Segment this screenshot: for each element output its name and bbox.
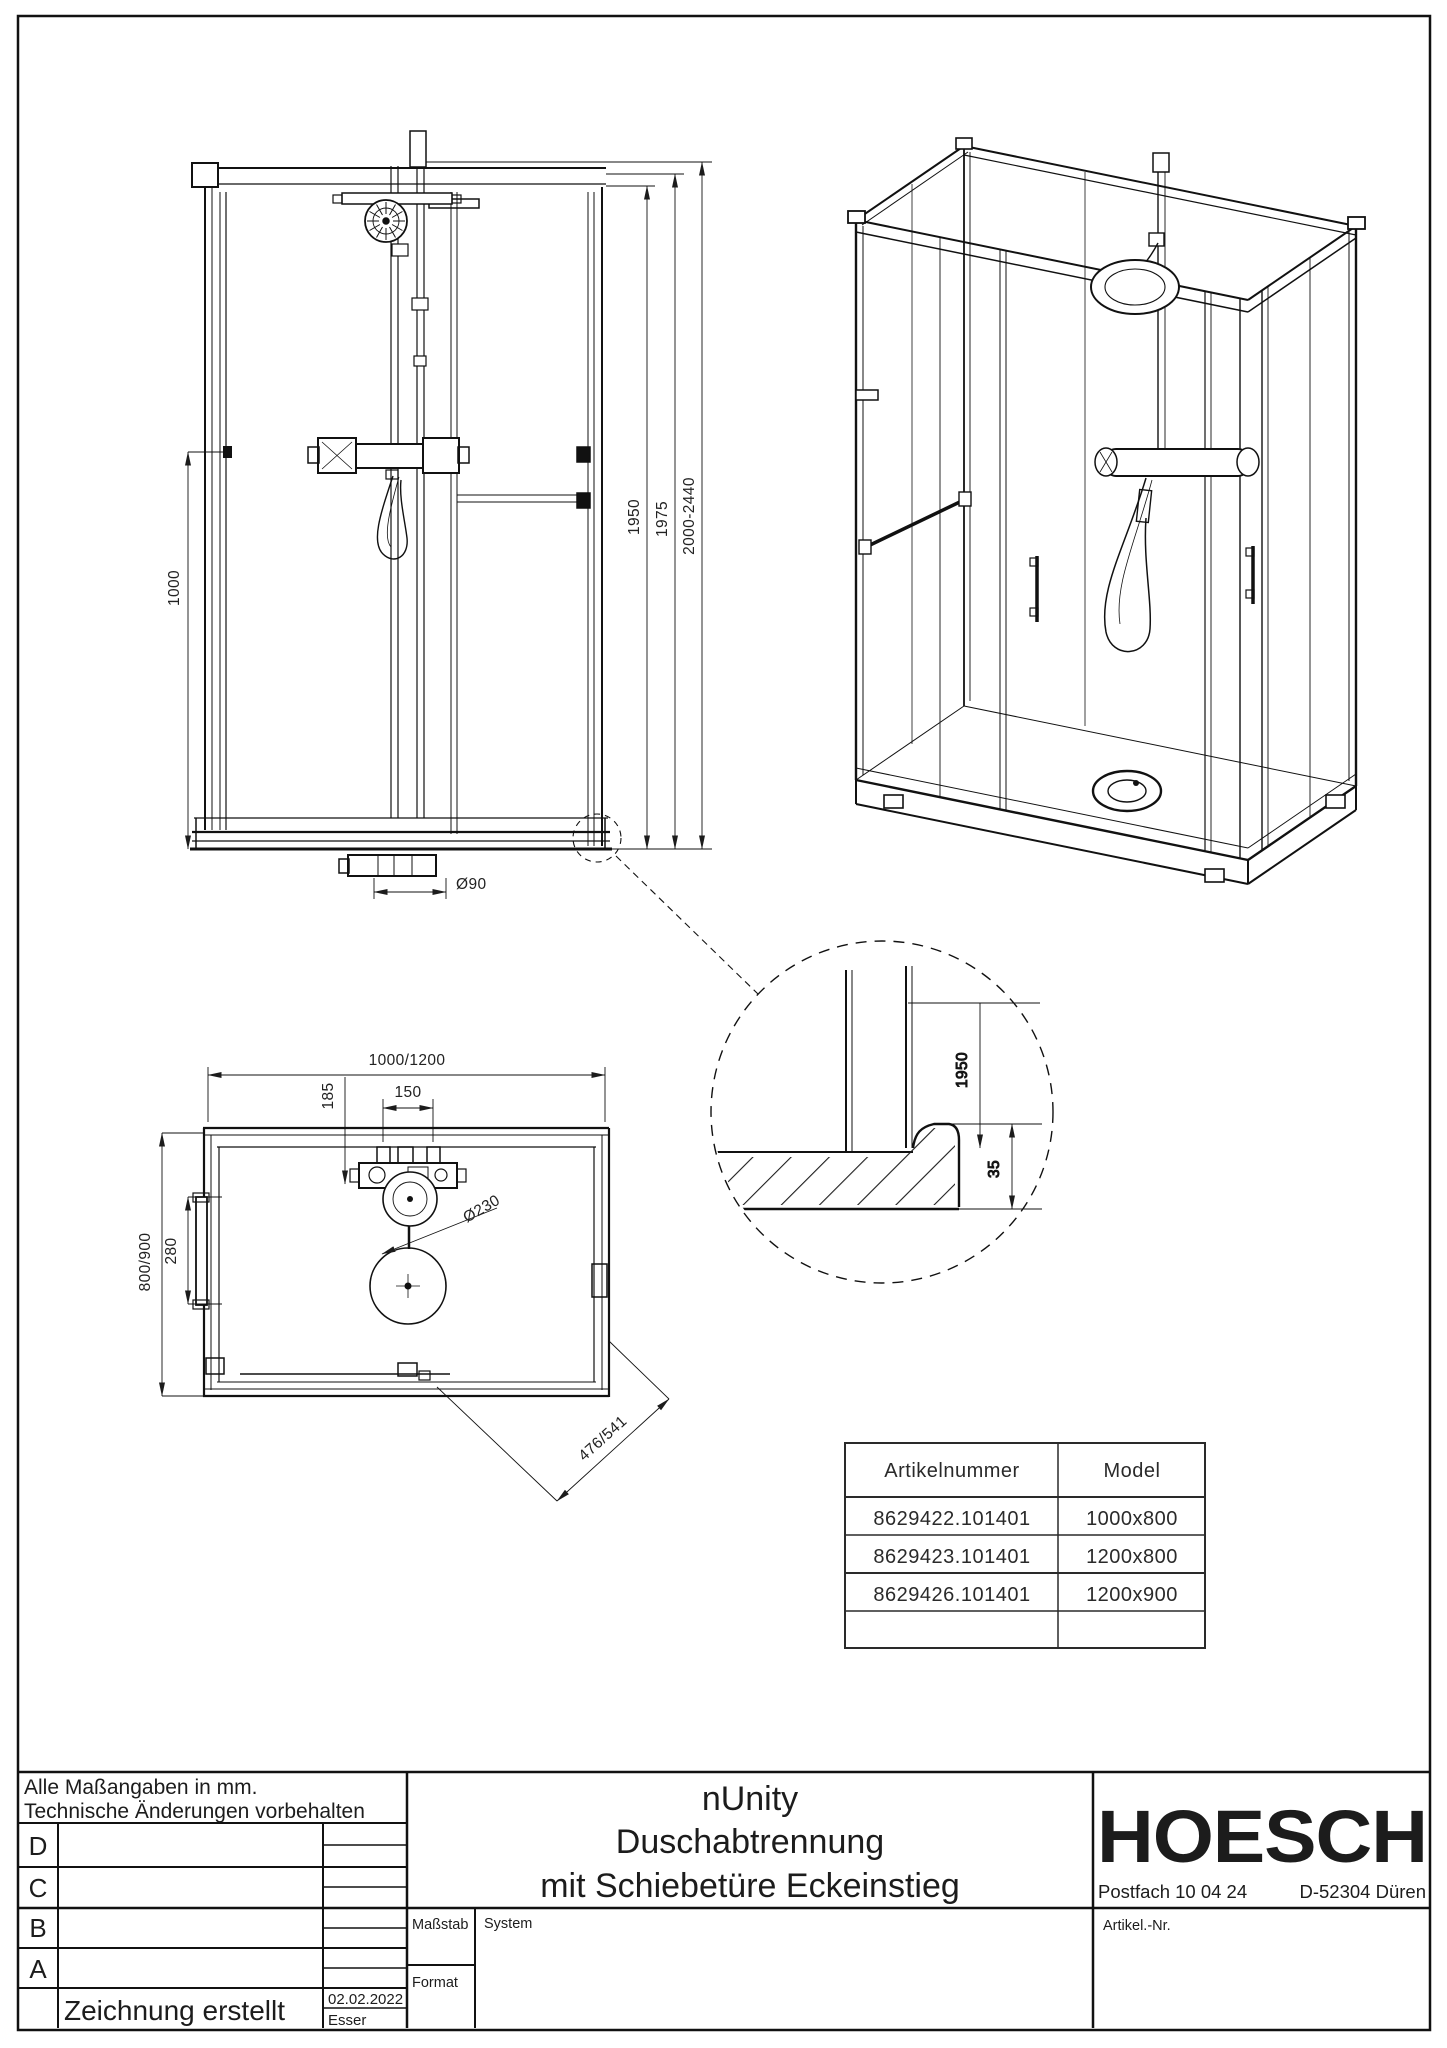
format-label: Format xyxy=(412,1975,458,1991)
dim-handle-height: 1000 xyxy=(166,569,183,607)
company-logo: HOESCH xyxy=(1097,1795,1427,1878)
note-units: Alle Maßangaben in mm. xyxy=(24,1776,258,1799)
company-address-left: Postfach 10 04 24 xyxy=(1098,1881,1248,1902)
table-row xyxy=(873,1508,1178,1530)
drawing-title-line3: mit Schiebetüre Eckeinstieg xyxy=(540,1867,960,1905)
dim-head-diameter: Ø230 xyxy=(460,1191,504,1227)
table-row xyxy=(873,1584,1178,1606)
top-left-cap xyxy=(192,163,218,187)
dim-plan-width: 1000/1200 xyxy=(368,1052,446,1069)
created-by: Esser xyxy=(328,2012,367,2029)
table-row xyxy=(873,1546,1178,1568)
created-label: Zeichnung erstellt xyxy=(64,1995,286,2026)
revision-letter-c: C xyxy=(28,1873,48,1903)
cell-artikelnummer: 8629423.101401 xyxy=(873,1546,1031,1568)
cell-artikelnummer: 8629422.101401 xyxy=(873,1508,1031,1530)
dim-frame-height: 1975 xyxy=(654,500,671,538)
dim-plan-depth: 800/900 xyxy=(137,1232,154,1292)
article-number-label: Artikel.-Nr. xyxy=(1103,1918,1171,1934)
company-address-right: D-52304 Düren xyxy=(1299,1881,1426,1902)
riser-top-cap xyxy=(410,131,426,167)
dim-handle-length: 280 xyxy=(163,1237,180,1265)
cell-model: 1000x800 xyxy=(1086,1508,1178,1530)
created-date: 02.02.2022 xyxy=(328,1991,404,2008)
door-roller xyxy=(577,447,590,462)
note-changes: Technische Änderungen vorbehalten xyxy=(24,1800,365,1823)
cell-artikelnummer: 8629426.101401 xyxy=(873,1584,1031,1606)
dim-drain: Ø90 xyxy=(456,876,487,893)
revision-letter-b: B xyxy=(29,1913,47,1943)
dim-detail-glass-height: 1950 xyxy=(954,1051,971,1089)
dim-detail-tray-height: 35 xyxy=(986,1159,1003,1179)
wall-bracket xyxy=(856,390,878,400)
drawing-title-line2: Duschabtrennung xyxy=(615,1823,885,1861)
drawing-title-line1: nUnity xyxy=(701,1780,799,1818)
revision-letter-d: D xyxy=(28,1831,48,1861)
thermostat-valve xyxy=(1106,449,1248,476)
shower-head-icon xyxy=(365,200,407,242)
thermostat-valve xyxy=(308,438,469,473)
revision-letter-a: A xyxy=(29,1954,47,1984)
side-handle-plan xyxy=(193,1193,209,1309)
drain-cover xyxy=(1093,771,1161,811)
dim-total-height-range: 2000-2440 xyxy=(681,477,698,555)
dim-diagonal-entry: 476/541 xyxy=(575,1412,631,1465)
table-header-model: Model xyxy=(1103,1460,1161,1482)
hand-shower xyxy=(1136,489,1151,522)
scale-label: Maßstab xyxy=(412,1917,469,1933)
dim-glass-height: 1950 xyxy=(626,498,643,536)
dim-mount-spacing: 150 xyxy=(394,1084,422,1101)
door-roller xyxy=(577,493,590,508)
shower-head-icon xyxy=(1091,260,1179,314)
cell-model: 1200x900 xyxy=(1086,1584,1178,1606)
table-header-artikelnummer: Artikelnummer xyxy=(884,1460,1020,1482)
shower-head-plan xyxy=(383,1172,437,1226)
dim-wall-offset: 185 xyxy=(320,1082,337,1110)
system-label: System xyxy=(484,1916,533,1932)
cell-model: 1200x800 xyxy=(1086,1546,1178,1568)
